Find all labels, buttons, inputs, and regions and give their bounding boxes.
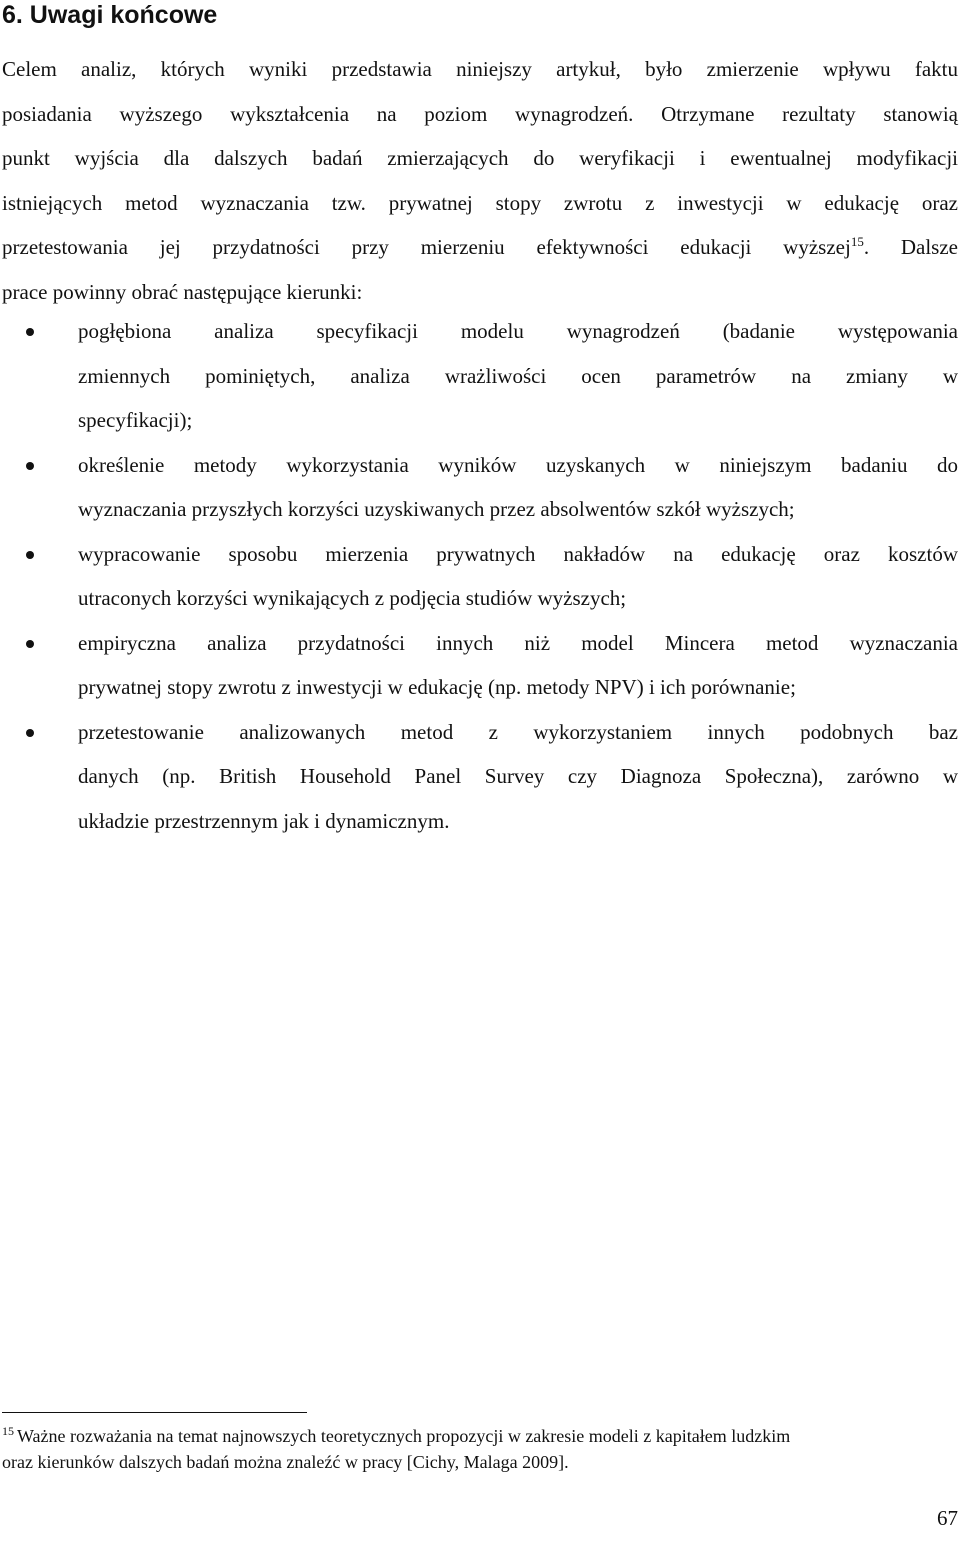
list-item bbox=[0, 532, 958, 621]
list-item-line: układzie przestrzennym jak i dynamicznym. bbox=[78, 808, 450, 833]
list-item-line: określenie metody wykorzystania wyników uzyskanych w niniejszym badaniu do bbox=[78, 452, 958, 477]
list-item-line: przetestowanie analizowanych metod z wykorzystaniem innych podobnych baz bbox=[78, 719, 958, 744]
list-item-line: specyfikacji); bbox=[78, 408, 193, 432]
list-item-line: prywatnej stopy zwrotu z inwestycji w edukację (np. metody NPV) i ich porównanie; bbox=[78, 675, 796, 699]
paragraph-line: prace powinny obrać następujące kierunki: bbox=[2, 279, 363, 304]
list-item-line: empiryczna analiza przydatności innych niż model Mincera metod wyznaczania bbox=[78, 630, 958, 655]
footnote-line bbox=[2, 1423, 942, 1449]
footnote bbox=[2, 1423, 942, 1475]
list-item bbox=[0, 710, 958, 844]
bullet-icon bbox=[26, 462, 34, 470]
bullet-icon bbox=[26, 328, 34, 336]
footnote-number: 15 bbox=[2, 1424, 14, 1438]
list-item-line: danych (np. British Household Panel Survey czy Diagnoza Społeczna), zarówno w bbox=[78, 764, 958, 788]
list-item bbox=[0, 309, 958, 443]
list-item bbox=[0, 621, 958, 710]
section-heading: 6. Uwagi końcowe bbox=[2, 1, 218, 29]
bullet-icon bbox=[26, 551, 34, 559]
footnote-separator bbox=[2, 1412, 307, 1413]
paragraph-line: Celem analiz, których wyniki przedstawia niniejszy artykuł, było zmierzenie wpływu faktu bbox=[2, 57, 958, 81]
footnote-reference[interactable]: 15 bbox=[850, 234, 864, 249]
intro-paragraph bbox=[2, 47, 958, 314]
paragraph-line: posiadania wyższego wykształcenia na poziom wynagrodzeń. Otrzymane rezultaty stanowią bbox=[2, 101, 958, 126]
footnote-text: Ważne rozważania na temat najnowszych teoretycznych propozycji w zakresie modeli z kapitałem ludzkim bbox=[17, 1426, 791, 1446]
paragraph-line: punkt wyjścia dla dalszych badań zmierzających do weryfikacji i ewentualnej modyfikacji bbox=[2, 146, 958, 170]
list-item-line: pogłębiona analiza specyfikacji modelu wynagrodzeń (badanie występowania bbox=[78, 319, 958, 343]
paragraph-line-text: . Dalsze bbox=[863, 235, 958, 259]
list-item-line: wyznaczania przyszłych korzyści uzyskiwanych przez absolwentów szkół wyższych; bbox=[78, 497, 795, 521]
paragraph-line-text: przetestowania jej przydatności przy mierzeniu efektywności edukacji wyższej bbox=[2, 235, 851, 259]
list-item-line: zmiennych pominiętych, analiza wrażliwości ocen parametrów na zmiany w bbox=[78, 363, 958, 388]
list-item-line: utraconych korzyści wynikających z podjęcia studiów wyższych; bbox=[78, 586, 627, 610]
list-item bbox=[0, 443, 958, 532]
bullet-icon bbox=[26, 729, 34, 737]
footnote-line: oraz kierunków dalszych badań można znaleźć w pracy [Cichy, Malaga 2009]. bbox=[2, 1452, 569, 1472]
list-item-line: wypracowanie sposobu mierzenia prywatnych nakładów na edukację oraz kosztów bbox=[78, 541, 958, 566]
page-number: 67 bbox=[937, 1506, 958, 1530]
bullet-icon bbox=[26, 640, 34, 648]
directions-list bbox=[0, 309, 958, 843]
paragraph-line bbox=[2, 225, 958, 270]
paragraph-line: istniejących metod wyznaczania tzw. prywatnej stopy zwrotu z inwestycji w edukację oraz bbox=[2, 190, 958, 215]
